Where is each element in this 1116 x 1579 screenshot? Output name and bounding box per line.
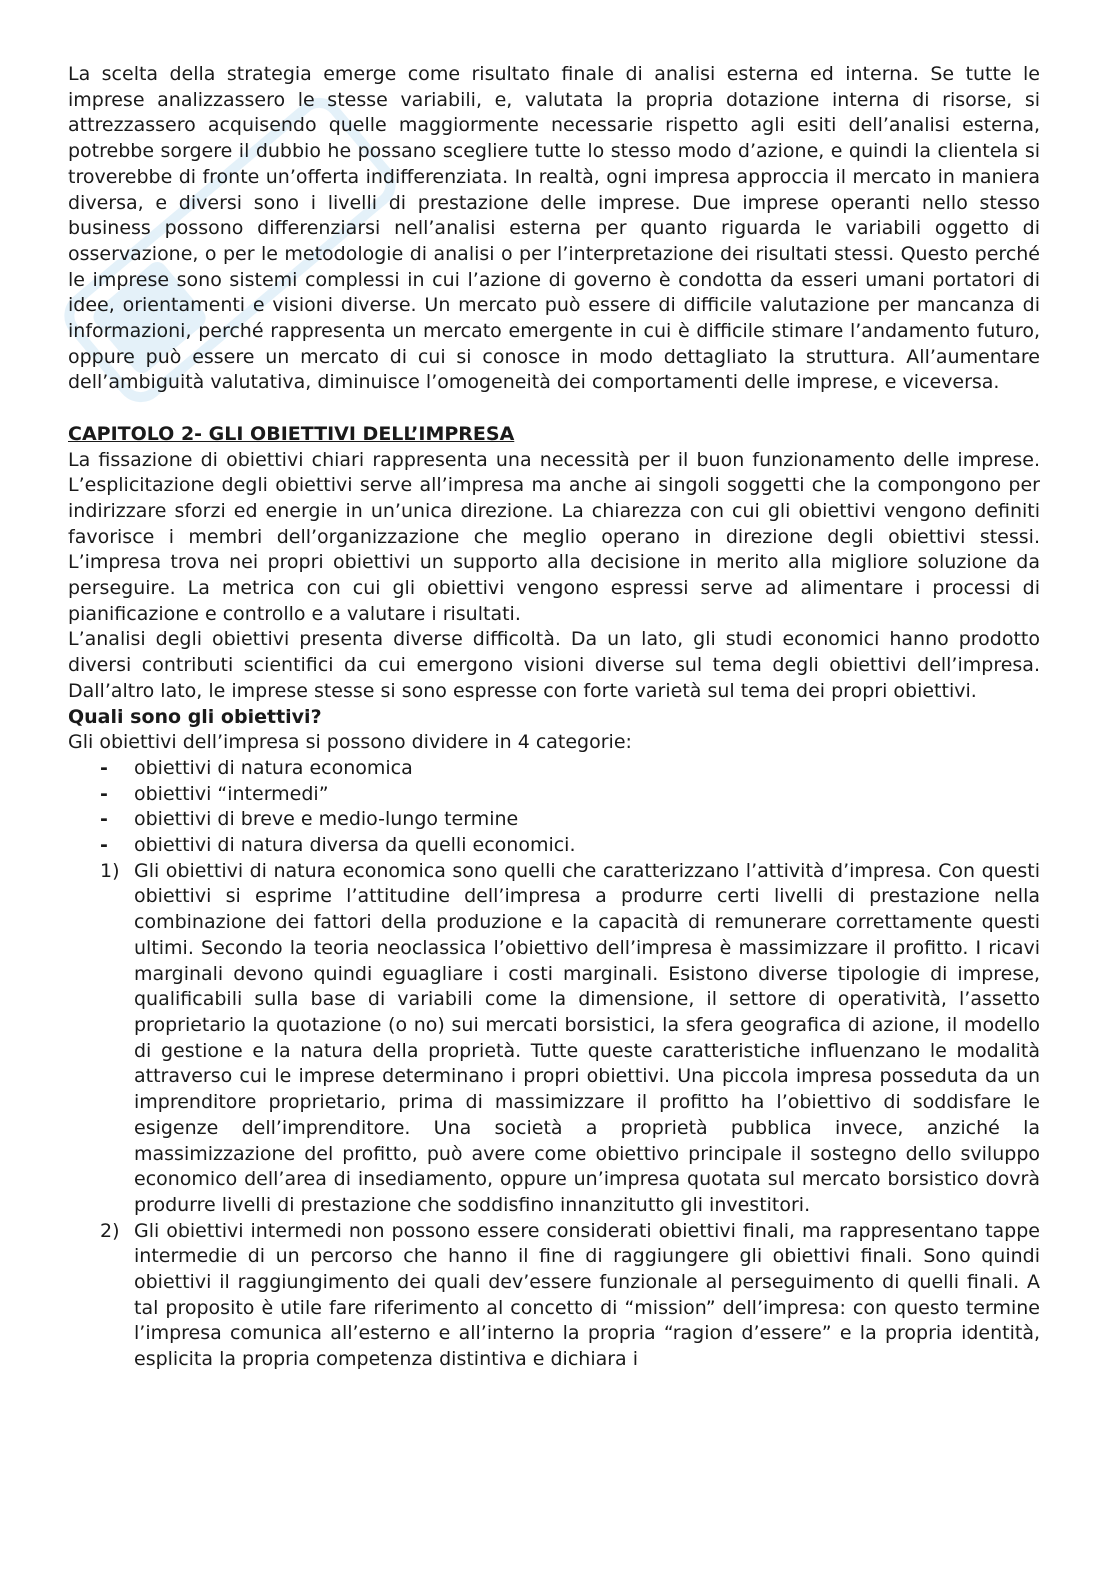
item-text: Gli obiettivi di natura economica sono quelli che caratterizzano l’attività d’impresa. Con questi obiettivi si esprime l’attitudine dell’impresa a produrre certi livelli di prestazione nella combinazione dei fattori della produzione e la capacità di remunerare correttamente questi ultimi. Secondo la teoria neoclassica l’obiettivo dell’impresa è massimizzare il profitto. I ricavi marginali devono quindi eguagliare i costi marginali. Esistono diverse tipologie di imprese, qualificabili sulla base di variabili come la dimensione, il settore di operatività, l’assetto proprietario la quotazione (o no) sui mercati borsistici, la sfera geografica di azione, il modello di gestione e la natura della proprietà. Tutte queste caratteristiche influenzano le modalità attraverso cui le imprese determinano i propri obiettivi. Una piccola impresa posseduta da un imprenditore proprietario, prima di massimizzare il profitto ha l’obiettivo di soddisfare le esigenze dell’imprenditore. Una società a proprietà pubblica invece, anziché la massimizzazione del profitto, può avere come obiettivo principale il sostegno dello sviluppo economico dell’area di insediamento, oppure un’impresa quotata sul mercato borsistico dovrà produrre livelli di prestazione che soddisfino innanzitutto gli investitori. xyxy=(134,859,1040,1216)
list-item: - obiettivi di breve e medio-lungo termine xyxy=(68,807,1040,833)
list-item: - obiettivi di natura economica xyxy=(68,756,1040,782)
numbered-list xyxy=(68,859,1040,1373)
item-text: Gli obiettivi intermedi non possono essere considerati obiettivi finali, ma rappresentano tappe intermedie di un percorso che hanno il fine di raggiungere gli obiettivi finali. Sono quindi obiettivi il raggiungimento dei quali dev’essere funzionale al perseguimento di quelli finali. A tal proposito è utile fare riferimento al concetto di “mission” dell’impresa: con questo termine l’impresa comunica all’esterno e all’interno la propria “ragion d’essere” e la propria identità, esplicita la propria competenza distintiva e dichiara i xyxy=(134,1219,1040,1371)
chapter-paragraph-1: La fissazione di obiettivi chiari rappresenta una necessità per il buon funzionamento delle imprese. L’esplicitazione degli obiettivi serve all’impresa ma anche ai singoli soggetti che la compongono per indirizzare sforzi ed energie in un’unica direzione. La chiarezza con cui gli obiettivi vengono definiti favorisce i membri dell’organizzazione che meglio operano in direzione degli obiettivi stessi. L’impresa trova nei propri obiettivi un supporto alla decisione in merito alla migliore soluzione da perseguire. La metrica con cui gli obiettivi vengono espressi serve ad alimentare i processi di pianificazione e controllo e a valutare i risultati. xyxy=(68,448,1040,625)
categories-list xyxy=(68,756,1040,859)
categories-intro: Gli obiettivi dell’impresa si possono dividere in 4 categorie: xyxy=(68,731,632,754)
list-item: - obiettivi “intermedi” xyxy=(68,782,1040,808)
document-page xyxy=(68,62,1040,1373)
item-marker: 1) xyxy=(100,859,120,882)
chapter-paragraph-2: L’analisi degli obiettivi presenta diverse difficoltà. Da un lato, gli studi economici hanno prodotto diversi contributi scientifici da cui emergono visioni diverse sul tema degli obiettivi dell’impresa. Dall’altro lato, le imprese stesse si sono espresse con forte varietà sul tema dei propri obiettivi. xyxy=(68,628,1040,702)
item-marker: 2) xyxy=(100,1219,120,1242)
numbered-item xyxy=(68,859,1040,1219)
intro-paragraph: La scelta della strategia emerge come risultato finale di analisi esterna ed interna. Se tutte le imprese analizzassero le stesse variabili, e, valutata la propria dotazione interna di risorse, si attrezzassero acquisendo quelle maggiormente necessarie rispetto agli esiti dell’analisi esterna, potrebbe sorgere il dubbio he possano scegliere tutte lo stesso modo d’azione, e quindi la clientela si troverebbe di fronte un’offerta indifferenziata. In realtà, ogni impresa approccia il mercato in maniera diversa, e diversi sono i livelli di prestazione delle imprese. Due imprese operanti nello stesso business possono differenziarsi nell’analisi esterna per quanto riguarda le variabili oggetto di osservazione, o per le metodologie di analisi o per l’interpretazione dei risultati stessi. Questo perché le imprese sono sistemi complessi in cui l’azione di governo è condotta da esseri umani portatori di idee, orientamenti e visioni diverse. Un mercato può essere di difficile valutazione per mancanza di informazioni, perché rappresenta un mercato emergente in cui è difficile stimare l’andamento futuro, oppure può essere un mercato di cui si conosce in modo dettagliato la struttura. All’aumentare dell’ambiguità valutativa, diminuisce l’omogeneità dei comportamenti delle imprese, e viceversa. xyxy=(68,63,1040,394)
chapter-heading: CAPITOLO 2- GLI OBIETTIVI DELL’IMPRESA xyxy=(68,422,515,445)
question-heading: Quali sono gli obiettivi? xyxy=(68,705,322,728)
numbered-item xyxy=(68,1219,1040,1373)
list-item: - obiettivi di natura diversa da quelli economici. xyxy=(68,833,1040,859)
